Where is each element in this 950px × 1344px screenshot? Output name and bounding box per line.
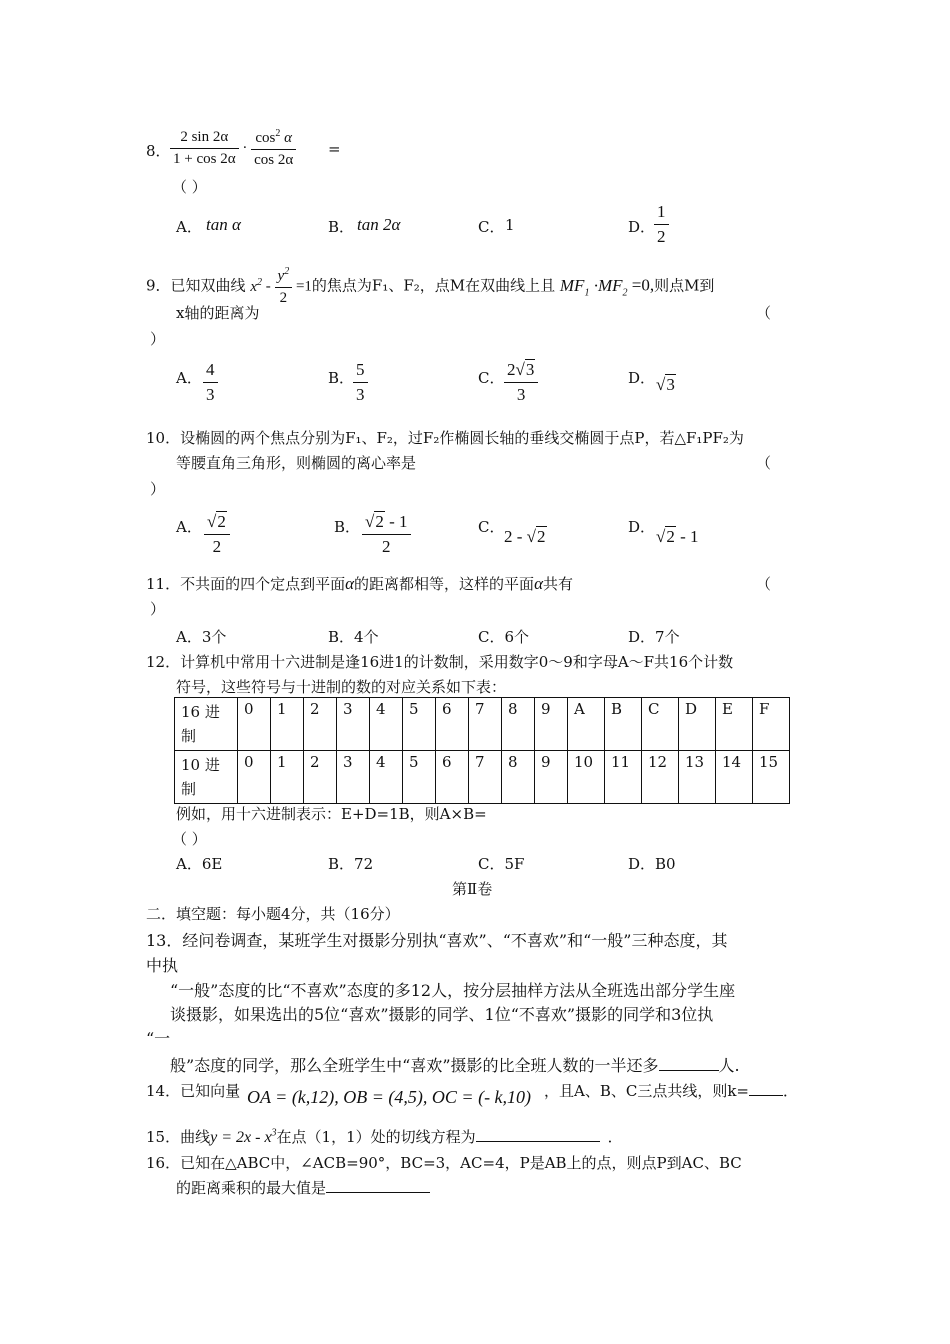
dec-cell: 8	[502, 751, 535, 804]
q13-line-1: 13．经问卷调查，某班学生对摄影分别执“喜欢”、“不喜欢”和“一般”三种态度，其	[146, 931, 728, 950]
dec-cell: 2	[304, 751, 337, 804]
q9-option-b-label: B．	[328, 369, 355, 387]
q13-line-2: 中执	[146, 956, 179, 975]
q13-line-3: “一般”态度的比“不喜欢”态度的多12人，按分层抽样方法从全班选出部分学生座	[170, 981, 736, 1000]
q10-option-b-value: $\frac{√2 - 1}{2}$	[362, 512, 411, 557]
hex-cell: F	[753, 698, 790, 751]
hex-cell: E	[716, 698, 753, 751]
q8-fraction-2: $\frac{\cos^2 \alpha}{\cos 2\alpha}$	[251, 128, 296, 169]
dec-cell: 4	[370, 751, 403, 804]
dec-cell: 10	[568, 751, 605, 804]
dec-row	[175, 751, 790, 804]
q16-line-2: 的距离乘积的最大值是	[176, 1177, 430, 1198]
q9-option-b-value: $\frac{5}{3}$	[353, 360, 368, 405]
q11-option-c: C．6个	[478, 628, 530, 646]
q13-line-6: 般”态度的同学，那么全班学生中“喜欢”摄影的比全班人数的一半还多 人.	[170, 1056, 740, 1075]
q14-vectors: OA = (k,12), OB = (4,5), OC = (- k,10)	[247, 1087, 532, 1107]
dec-cell: 3	[337, 751, 370, 804]
q14-answer-blank[interactable]	[749, 1095, 783, 1096]
q9-line-2: x轴的距离为	[176, 304, 260, 322]
hex-cell: D	[679, 698, 716, 751]
q10-paren-open: （	[756, 454, 772, 472]
q9-y2-fraction: $\frac{y^2}{2}$	[275, 266, 293, 307]
q10-line-2: 等腰直角三角形，则椭圆的离心率是	[176, 454, 417, 472]
q8-option-c-value: 1	[505, 216, 515, 234]
q9-line-1: 9．已知双曲线 $x^2$ - $\frac{y^2}{2}$ =1的焦点为F₁、F₂，点M在双曲线上且 $MF_1 \cdot MF_2 =0$,则点M到	[146, 266, 715, 306]
q16-line-1: 16．已知在△ABC中，∠ACB=90°，BC=3，AC=4，P是AB上的点，则点P到AC、BC	[146, 1154, 742, 1172]
hex-cell: 0	[238, 698, 271, 751]
dec-cell: 12	[642, 751, 679, 804]
q8-number: 8．	[146, 142, 171, 160]
dec-cell: 14	[716, 751, 753, 804]
q9-option-a-value: $\frac{4}{3}$	[203, 360, 218, 405]
q13-line-4: 谈摄影，如果选出的5位“喜欢”摄影的同学、1位“不喜欢”摄影的同学和3位执	[170, 1005, 714, 1024]
hex-decimal-table	[174, 697, 790, 804]
q11-paren-open: （	[756, 575, 772, 593]
hex-cell: A	[568, 698, 605, 751]
dec-cell: 5	[403, 751, 436, 804]
q12-option-c: C．5F	[478, 855, 525, 873]
q11-option-d: D．7个	[628, 628, 680, 646]
q16-answer-blank[interactable]	[326, 1192, 430, 1193]
hex-cell: 7	[469, 698, 502, 751]
hex-cell: B	[605, 698, 642, 751]
q12-option-d: D．B0	[628, 855, 676, 873]
q10-paren-close: ）	[150, 480, 166, 498]
hex-cell: 8	[502, 698, 535, 751]
q12-line-2: 符号，这些符号与十进制的数的对应关系如下表：	[176, 678, 507, 696]
q8-option-a-value: tan α	[206, 215, 241, 234]
dec-cell: 6	[436, 751, 469, 804]
q12-answer-paren: （ ）	[172, 830, 207, 848]
dec-cell: 0	[238, 751, 271, 804]
q11-option-a: A．3个	[176, 628, 227, 646]
q10-line-1: 10．设椭圆的两个焦点分别为F₁、F₂，过F₂作椭圆长轴的垂线交椭圆于点P，若△F₁PF₂为	[146, 429, 744, 447]
q13-answer-blank[interactable]	[659, 1070, 719, 1071]
q9-option-a-label: A．	[176, 369, 202, 387]
dec-cell: 1	[271, 751, 304, 804]
q10-option-a-value: $\frac{√2}{2}$	[204, 512, 230, 557]
q8-fraction-1: $\frac{2 \sin 2\alpha}{1 + \cos 2\alpha}$	[170, 129, 239, 168]
q10-option-a-label: A．	[176, 518, 202, 536]
q10-option-b-label: B．	[334, 518, 361, 536]
q9-option-c-value: $\frac{2√3}{3}$	[504, 360, 538, 405]
q12-option-b: B．72	[328, 855, 374, 873]
section-2-heading: 二．填空题：每小题4分，共（16分）	[146, 905, 400, 923]
part-2-heading: 第Ⅱ卷	[452, 880, 493, 898]
hex-cell: C	[642, 698, 679, 751]
hex-cell: 5	[403, 698, 436, 751]
q11-option-b: B．4个	[328, 628, 379, 646]
q13-line-5: “一	[146, 1029, 171, 1048]
dec-cell: 13	[679, 751, 716, 804]
q9-option-d-value: √3	[656, 375, 675, 394]
q8-option-d-value: $\frac{1}{2}$	[654, 202, 669, 247]
q10-option-d-label: D．	[628, 518, 656, 536]
q9-paren-close: ）	[150, 330, 166, 348]
q8-option-d-label: D．	[628, 218, 656, 236]
dec-cell: 9	[535, 751, 568, 804]
q8-option-b-value: tan 2α	[357, 215, 401, 234]
hex-cell: 9	[535, 698, 568, 751]
q14-line: 14．已知向量	[146, 1082, 241, 1100]
q10-option-d-value: √2 - 1	[656, 527, 699, 546]
dec-cell: 7	[469, 751, 502, 804]
hex-row	[175, 698, 790, 751]
hex-cell: 4	[370, 698, 403, 751]
q9-option-c-label: C．	[478, 369, 505, 387]
q9-paren-open: （	[756, 304, 772, 322]
q15-line: 15．曲线$y = 2x - x^3$在点（1，1）处的切线方程为 ．	[146, 1127, 623, 1146]
q11-line-1: 11．不共面的四个定点到平面α的距离都相等，这样的平面α共有	[146, 574, 574, 593]
hex-cell: 6	[436, 698, 469, 751]
hex-row-header: 16 进制	[175, 698, 238, 751]
q8-option-b-label: B．	[328, 218, 355, 236]
q8-option-a-label: A．	[176, 218, 202, 236]
q8-expression: $\frac{2 \sin 2\alpha}{1 + \cos 2\alpha}$ · $\frac{\cos^2 \alpha}{\cos 2\alpha}$	[170, 128, 296, 169]
q11-paren-close: ）	[150, 600, 166, 618]
q8-option-c-label: C．	[478, 218, 505, 236]
hex-cell: 1	[271, 698, 304, 751]
q8-equals: =	[328, 140, 341, 158]
dec-cell: 11	[605, 751, 642, 804]
dec-cell: 15	[753, 751, 790, 804]
q8-answer-paren: （ ）	[172, 178, 207, 196]
q15-answer-blank[interactable]	[476, 1141, 600, 1142]
hex-cell: 2	[304, 698, 337, 751]
q12-example: 例如，用十六进制表示：E+D=1B，则A×B=	[176, 805, 487, 823]
hex-cell: 3	[337, 698, 370, 751]
q10-option-c-value: 2 - √2	[504, 527, 546, 546]
q12-line-1: 12．计算机中常用十六进制是逢16进1的计数制，采用数字0～9和字母A～F共16个计数	[146, 653, 734, 671]
q9-option-d-label: D．	[628, 369, 656, 387]
q12-option-a: A．6E	[176, 855, 223, 873]
dec-row-header: 10 进制	[175, 751, 238, 804]
q10-option-c-label: C．	[478, 518, 505, 536]
q14-text-2: ，且A、B、C三点共线，则k= ．	[544, 1082, 799, 1100]
